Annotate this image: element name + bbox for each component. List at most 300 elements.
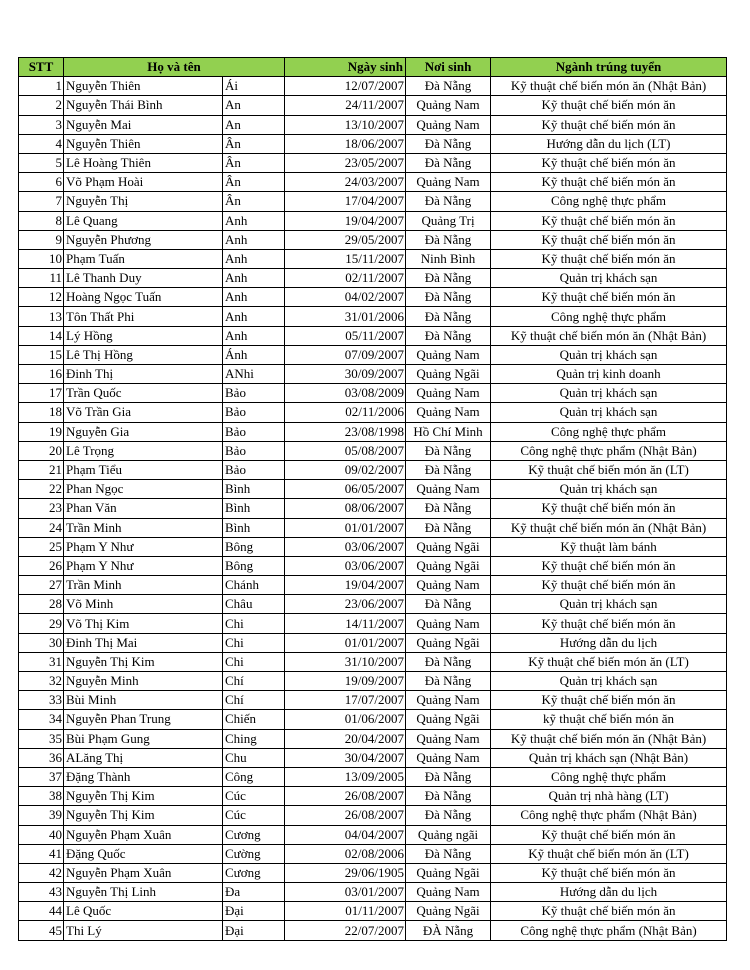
cell-birth-date: 03/06/2007	[285, 556, 406, 575]
cell-family-name: Nguyễn Thị	[64, 192, 223, 211]
cell-given-name: Ái	[223, 77, 285, 96]
cell-birth-date: 03/08/2009	[285, 384, 406, 403]
table-row	[19, 614, 727, 633]
cell-birthplace: Đà Nẵng	[406, 269, 491, 288]
cell-stt: 44	[19, 902, 64, 921]
cell-birthplace: Hồ Chí Minh	[406, 422, 491, 441]
cell-stt: 23	[19, 499, 64, 518]
cell-family-name: Nguyễn Minh	[64, 672, 223, 691]
cell-birthplace: Đà Nẵng	[406, 595, 491, 614]
cell-family-name: Đặng Thành	[64, 767, 223, 786]
cell-stt: 37	[19, 767, 64, 786]
table-row	[19, 403, 727, 422]
cell-birthplace: Quảng Ngãi	[406, 633, 491, 652]
cell-family-name: Lê Hoàng Thiên	[64, 153, 223, 172]
cell-family-name: Tôn Thất Phi	[64, 307, 223, 326]
cell-birthplace: Quảng Nam	[406, 403, 491, 422]
cell-major: Kỹ thuật chế biến món ăn	[491, 249, 727, 268]
table-row	[19, 173, 727, 192]
cell-family-name: ALăng Thị	[64, 748, 223, 767]
cell-birth-date: 01/06/2007	[285, 710, 406, 729]
cell-birth-date: 08/06/2007	[285, 499, 406, 518]
cell-stt: 36	[19, 748, 64, 767]
cell-stt: 41	[19, 844, 64, 863]
cell-birthplace: Đà Nẵng	[406, 441, 491, 460]
cell-stt: 24	[19, 518, 64, 537]
cell-major: Quản trị khách sạn	[491, 595, 727, 614]
cell-birth-date: 26/08/2007	[285, 806, 406, 825]
cell-given-name: An	[223, 96, 285, 115]
cell-major: Hướng dẫn du lịch	[491, 633, 727, 652]
cell-given-name: Chi	[223, 652, 285, 671]
cell-given-name: Anh	[223, 307, 285, 326]
cell-birthplace: Quảng Trị	[406, 211, 491, 230]
cell-birth-date: 17/04/2007	[285, 192, 406, 211]
cell-given-name: Bảo	[223, 460, 285, 479]
cell-birth-date: 31/01/2006	[285, 307, 406, 326]
cell-stt: 31	[19, 652, 64, 671]
cell-birth-date: 19/09/2007	[285, 672, 406, 691]
cell-given-name: Bảo	[223, 441, 285, 460]
cell-given-name: Bảo	[223, 403, 285, 422]
cell-major: Kỹ thuật chế biến món ăn	[491, 211, 727, 230]
cell-birthplace: Quảng Ngãi	[406, 902, 491, 921]
cell-birthplace: ĐÀ Nẵng	[406, 921, 491, 940]
cell-major: Công nghệ thực phẩm (Nhật Bản)	[491, 441, 727, 460]
cell-given-name: Anh	[223, 269, 285, 288]
cell-stt: 35	[19, 729, 64, 748]
cell-stt: 33	[19, 691, 64, 710]
cell-family-name: Phan Ngọc	[64, 480, 223, 499]
cell-birthplace: Quảng Nam	[406, 345, 491, 364]
cell-major: Kỹ thuật chế biến món ăn	[491, 153, 727, 172]
cell-given-name: Anh	[223, 288, 285, 307]
cell-given-name: An	[223, 115, 285, 134]
cell-family-name: Phạm Tiểu	[64, 460, 223, 479]
cell-birth-date: 09/02/2007	[285, 460, 406, 479]
cell-given-name: Ching	[223, 729, 285, 748]
cell-family-name: Nguyễn Phạm Xuân	[64, 825, 223, 844]
cell-birth-date: 03/06/2007	[285, 537, 406, 556]
cell-given-name: Đa	[223, 883, 285, 902]
cell-major: Quản trị khách sạn	[491, 384, 727, 403]
cell-birth-date: 01/01/2007	[285, 518, 406, 537]
cell-family-name: Võ Minh	[64, 595, 223, 614]
cell-family-name: Nguyễn Phan Trung	[64, 710, 223, 729]
cell-given-name: Bình	[223, 480, 285, 499]
cell-birth-date: 26/08/2007	[285, 787, 406, 806]
cell-family-name: Phạm Y Như	[64, 537, 223, 556]
table-row	[19, 767, 727, 786]
cell-stt: 22	[19, 480, 64, 499]
cell-birth-date: 19/04/2007	[285, 211, 406, 230]
cell-stt: 15	[19, 345, 64, 364]
cell-given-name: Ân	[223, 153, 285, 172]
cell-family-name: Bùi Minh	[64, 691, 223, 710]
cell-birth-date: 17/07/2007	[285, 691, 406, 710]
table-row	[19, 576, 727, 595]
table-row	[19, 96, 727, 115]
cell-birthplace: Đà Nẵng	[406, 230, 491, 249]
cell-given-name: Ánh	[223, 345, 285, 364]
cell-given-name: Chu	[223, 748, 285, 767]
cell-birth-date: 24/11/2007	[285, 96, 406, 115]
cell-birth-date: 01/01/2007	[285, 633, 406, 652]
cell-birthplace: Đà Nẵng	[406, 153, 491, 172]
cell-major: Kỹ thuật chế biến món ăn (LT)	[491, 460, 727, 479]
cell-family-name: Nguyễn Phương	[64, 230, 223, 249]
cell-family-name: Nguyễn Thiên	[64, 77, 223, 96]
table-row	[19, 806, 727, 825]
cell-family-name: Đinh Thị	[64, 365, 223, 384]
cell-given-name: ANhi	[223, 365, 285, 384]
cell-stt: 43	[19, 883, 64, 902]
cell-family-name: Hoàng Ngọc Tuấn	[64, 288, 223, 307]
cell-birthplace: Quảng Nam	[406, 384, 491, 403]
cell-birthplace: Quảng ngãi	[406, 825, 491, 844]
table-row	[19, 652, 727, 671]
cell-stt: 17	[19, 384, 64, 403]
cell-major: Kỹ thuật chế biến món ăn	[491, 115, 727, 134]
cell-stt: 7	[19, 192, 64, 211]
cell-stt: 8	[19, 211, 64, 230]
cell-stt: 1	[19, 77, 64, 96]
cell-given-name: Bông	[223, 556, 285, 575]
cell-birth-date: 02/08/2006	[285, 844, 406, 863]
cell-stt: 14	[19, 326, 64, 345]
cell-stt: 18	[19, 403, 64, 422]
cell-family-name: Lê Trọng	[64, 441, 223, 460]
cell-family-name: Phạm Tuấn	[64, 249, 223, 268]
cell-given-name: Anh	[223, 326, 285, 345]
cell-given-name: Cường	[223, 844, 285, 863]
cell-major: Kỹ thuật chế biến món ăn	[491, 691, 727, 710]
table-row	[19, 365, 727, 384]
table-row	[19, 883, 727, 902]
table-row	[19, 825, 727, 844]
cell-stt: 19	[19, 422, 64, 441]
table-row	[19, 595, 727, 614]
cell-given-name: Chí	[223, 691, 285, 710]
cell-birthplace: Đà Nẵng	[406, 518, 491, 537]
cell-family-name: Nguyễn Phạm Xuân	[64, 863, 223, 882]
cell-major: Công nghệ thực phẩm	[491, 307, 727, 326]
cell-given-name: Cúc	[223, 787, 285, 806]
cell-birthplace: Đà Nẵng	[406, 499, 491, 518]
cell-birth-date: 22/07/2007	[285, 921, 406, 940]
cell-given-name: Châu	[223, 595, 285, 614]
cell-family-name: Trần Quốc	[64, 384, 223, 403]
header-dob: Ngày sinh	[285, 58, 406, 77]
header-stt: STT	[19, 58, 64, 77]
cell-major: Quản trị khách sạn	[491, 269, 727, 288]
cell-family-name: Lê Thị Hồng	[64, 345, 223, 364]
table-row	[19, 902, 727, 921]
cell-birthplace: Quảng Nam	[406, 748, 491, 767]
cell-birth-date: 20/04/2007	[285, 729, 406, 748]
cell-major: Kỹ thuật chế biến món ăn	[491, 96, 727, 115]
cell-family-name: Nguyễn Thị Kim	[64, 787, 223, 806]
table-row	[19, 192, 727, 211]
cell-birth-date: 13/09/2005	[285, 767, 406, 786]
cell-major: Quản trị khách sạn	[491, 672, 727, 691]
cell-birth-date: 04/02/2007	[285, 288, 406, 307]
table-row	[19, 921, 727, 940]
cell-stt: 40	[19, 825, 64, 844]
cell-birthplace: Đà Nẵng	[406, 326, 491, 345]
cell-birth-date: 12/07/2007	[285, 77, 406, 96]
table-row	[19, 441, 727, 460]
table-row	[19, 729, 727, 748]
cell-given-name: Đại	[223, 902, 285, 921]
cell-birthplace: Quảng Nam	[406, 115, 491, 134]
cell-stt: 25	[19, 537, 64, 556]
admission-table	[18, 57, 727, 941]
cell-birthplace: Quảng Nam	[406, 173, 491, 192]
header-row	[19, 58, 727, 77]
header-birthplace: Nơi sinh	[406, 58, 491, 77]
cell-stt: 39	[19, 806, 64, 825]
cell-birthplace: Đà Nẵng	[406, 134, 491, 153]
table-row	[19, 787, 727, 806]
cell-family-name: Trần Minh	[64, 576, 223, 595]
cell-major: Kỹ thuật chế biến món ăn	[491, 825, 727, 844]
cell-stt: 38	[19, 787, 64, 806]
table-row	[19, 537, 727, 556]
cell-given-name: Đại	[223, 921, 285, 940]
cell-major: Kỹ thuật chế biến món ăn (Nhật Bản)	[491, 518, 727, 537]
cell-birthplace: Đà Nẵng	[406, 77, 491, 96]
cell-birthplace: Quảng Ngãi	[406, 863, 491, 882]
cell-given-name: Chi	[223, 614, 285, 633]
table-row	[19, 269, 727, 288]
cell-major: Kỹ thuật chế biến món ăn	[491, 902, 727, 921]
cell-stt: 6	[19, 173, 64, 192]
cell-family-name: Nguyễn Thị Kim	[64, 806, 223, 825]
cell-family-name: Nguyễn Thái Bình	[64, 96, 223, 115]
cell-given-name: Bông	[223, 537, 285, 556]
cell-given-name: Ân	[223, 173, 285, 192]
cell-stt: 10	[19, 249, 64, 268]
table-body	[19, 77, 727, 940]
cell-birth-date: 30/04/2007	[285, 748, 406, 767]
cell-major: Công nghệ thực phẩm	[491, 422, 727, 441]
table-row	[19, 672, 727, 691]
table-row	[19, 691, 727, 710]
cell-major: Kỹ thuật chế biến món ăn	[491, 499, 727, 518]
cell-family-name: Đặng Quốc	[64, 844, 223, 863]
cell-birthplace: Đà Nẵng	[406, 307, 491, 326]
table-row	[19, 384, 727, 403]
cell-stt: 28	[19, 595, 64, 614]
cell-birthplace: Ninh Bình	[406, 249, 491, 268]
cell-birthplace: Đà Nẵng	[406, 844, 491, 863]
table-row	[19, 326, 727, 345]
cell-birthplace: Đà Nẵng	[406, 652, 491, 671]
cell-birth-date: 04/04/2007	[285, 825, 406, 844]
cell-birth-date: 18/06/2007	[285, 134, 406, 153]
cell-birthplace: Đà Nẵng	[406, 672, 491, 691]
cell-birth-date: 07/09/2007	[285, 345, 406, 364]
cell-major: Kỹ thuật làm bánh	[491, 537, 727, 556]
cell-given-name: Anh	[223, 211, 285, 230]
cell-birth-date: 13/10/2007	[285, 115, 406, 134]
cell-stt: 12	[19, 288, 64, 307]
cell-birthplace: Quảng Nam	[406, 691, 491, 710]
cell-major: Kỹ thuật chế biến món ăn	[491, 288, 727, 307]
table-row	[19, 518, 727, 537]
table-row	[19, 844, 727, 863]
cell-major: Kỹ thuật chế biến món ăn (Nhật Bản)	[491, 326, 727, 345]
table-row	[19, 863, 727, 882]
cell-major: Kỹ thuật chế biến món ăn	[491, 230, 727, 249]
table-row	[19, 499, 727, 518]
cell-family-name: Trần Minh	[64, 518, 223, 537]
cell-birthplace: Quảng Nam	[406, 883, 491, 902]
table-row	[19, 480, 727, 499]
cell-major: Hướng dẫn du lịch (LT)	[491, 134, 727, 153]
cell-given-name: Cương	[223, 825, 285, 844]
table-row	[19, 153, 727, 172]
cell-birth-date: 23/08/1998	[285, 422, 406, 441]
cell-major: Công nghệ thực phẩm	[491, 192, 727, 211]
cell-stt: 34	[19, 710, 64, 729]
header-name: Họ và tên	[64, 58, 285, 77]
table-row	[19, 460, 727, 479]
cell-major: Kỹ thuật chế biến món ăn (LT)	[491, 652, 727, 671]
cell-major: Kỹ thuật chế biến món ăn	[491, 614, 727, 633]
cell-major: Quản trị khách sạn	[491, 480, 727, 499]
cell-stt: 16	[19, 365, 64, 384]
cell-given-name: Ân	[223, 192, 285, 211]
cell-stt: 45	[19, 921, 64, 940]
cell-birth-date: 29/06/1905	[285, 863, 406, 882]
cell-birthplace: Quảng Nam	[406, 729, 491, 748]
cell-birthplace: Quảng Nam	[406, 96, 491, 115]
cell-family-name: Phạm Y Như	[64, 556, 223, 575]
cell-family-name: Nguyễn Thị Linh	[64, 883, 223, 902]
cell-birth-date: 01/11/2007	[285, 902, 406, 921]
cell-stt: 21	[19, 460, 64, 479]
cell-stt: 13	[19, 307, 64, 326]
cell-family-name: Đinh Thị Mai	[64, 633, 223, 652]
cell-stt: 42	[19, 863, 64, 882]
cell-birthplace: Quảng Ngãi	[406, 365, 491, 384]
cell-major: Kỹ thuật chế biến món ăn (LT)	[491, 844, 727, 863]
cell-family-name: Nguyễn Thiên	[64, 134, 223, 153]
cell-birth-date: 14/11/2007	[285, 614, 406, 633]
cell-major: Công nghệ thực phẩm (Nhật Bản)	[491, 921, 727, 940]
table-row	[19, 134, 727, 153]
cell-major: Kỹ thuật chế biến món ăn	[491, 576, 727, 595]
cell-family-name: Thi Lý	[64, 921, 223, 940]
cell-birthplace: Quảng Nam	[406, 576, 491, 595]
cell-major: Kỹ thuật chế biến món ăn	[491, 173, 727, 192]
cell-given-name: Cúc	[223, 806, 285, 825]
cell-major: Quản trị kinh doanh	[491, 365, 727, 384]
cell-stt: 29	[19, 614, 64, 633]
cell-stt: 26	[19, 556, 64, 575]
cell-stt: 2	[19, 96, 64, 115]
table-row	[19, 710, 727, 729]
cell-family-name: Võ Trần Gia	[64, 403, 223, 422]
cell-given-name: Anh	[223, 230, 285, 249]
cell-birthplace: Đà Nẵng	[406, 767, 491, 786]
cell-birthplace: Quảng Nam	[406, 614, 491, 633]
cell-major: Quản trị khách sạn (Nhật Bản)	[491, 748, 727, 767]
cell-birthplace: Đà Nẵng	[406, 192, 491, 211]
cell-family-name: Lê Thanh Duy	[64, 269, 223, 288]
cell-birth-date: 19/04/2007	[285, 576, 406, 595]
cell-given-name: Bảo	[223, 384, 285, 403]
cell-stt: 9	[19, 230, 64, 249]
cell-birth-date: 23/06/2007	[285, 595, 406, 614]
table-row	[19, 288, 727, 307]
cell-birthplace: Đà Nẵng	[406, 806, 491, 825]
cell-given-name: Bình	[223, 518, 285, 537]
cell-stt: 5	[19, 153, 64, 172]
cell-birthplace: Đà Nẵng	[406, 787, 491, 806]
cell-stt: 27	[19, 576, 64, 595]
cell-family-name: Lê Quốc	[64, 902, 223, 921]
cell-birth-date: 15/11/2007	[285, 249, 406, 268]
cell-stt: 32	[19, 672, 64, 691]
cell-birth-date: 02/11/2007	[285, 269, 406, 288]
cell-major: Công nghệ thực phẩm (Nhật Bản)	[491, 806, 727, 825]
cell-family-name: Bùi Phạm Gung	[64, 729, 223, 748]
cell-stt: 3	[19, 115, 64, 134]
cell-major: Kỹ thuật chế biến món ăn (Nhật Bản)	[491, 729, 727, 748]
table-row	[19, 77, 727, 96]
cell-birth-date: 05/08/2007	[285, 441, 406, 460]
table-row	[19, 345, 727, 364]
cell-given-name: Anh	[223, 249, 285, 268]
cell-family-name: Võ Thị Kim	[64, 614, 223, 633]
cell-family-name: Võ Phạm Hoài	[64, 173, 223, 192]
cell-given-name: Cương	[223, 863, 285, 882]
cell-birthplace: Đà Nẵng	[406, 288, 491, 307]
cell-family-name: Lý Hồng	[64, 326, 223, 345]
cell-stt: 30	[19, 633, 64, 652]
cell-given-name: Bình	[223, 499, 285, 518]
cell-birth-date: 23/05/2007	[285, 153, 406, 172]
table-row	[19, 422, 727, 441]
table-row	[19, 307, 727, 326]
cell-birth-date: 31/10/2007	[285, 652, 406, 671]
cell-given-name: Chánh	[223, 576, 285, 595]
cell-birth-date: 24/03/2007	[285, 173, 406, 192]
admission-list	[18, 57, 726, 941]
cell-major: Quản trị khách sạn	[491, 403, 727, 422]
cell-birthplace: Quảng Ngãi	[406, 537, 491, 556]
cell-family-name: Nguyễn Mai	[64, 115, 223, 134]
cell-major: Quản trị nhà hàng (LT)	[491, 787, 727, 806]
header-major: Ngành trúng tuyển	[491, 58, 727, 77]
cell-given-name: Chi	[223, 633, 285, 652]
cell-birth-date: 05/11/2007	[285, 326, 406, 345]
cell-stt: 11	[19, 269, 64, 288]
cell-birth-date: 30/09/2007	[285, 365, 406, 384]
cell-birth-date: 03/01/2007	[285, 883, 406, 902]
cell-family-name: Nguyễn Gia	[64, 422, 223, 441]
cell-birthplace: Quảng Nam	[406, 480, 491, 499]
table-row	[19, 748, 727, 767]
cell-birthplace: Đà Nẵng	[406, 460, 491, 479]
cell-major: Kỹ thuật chế biến món ăn	[491, 556, 727, 575]
table-row	[19, 556, 727, 575]
cell-given-name: Bảo	[223, 422, 285, 441]
cell-major: Công nghệ thực phẩm	[491, 767, 727, 786]
